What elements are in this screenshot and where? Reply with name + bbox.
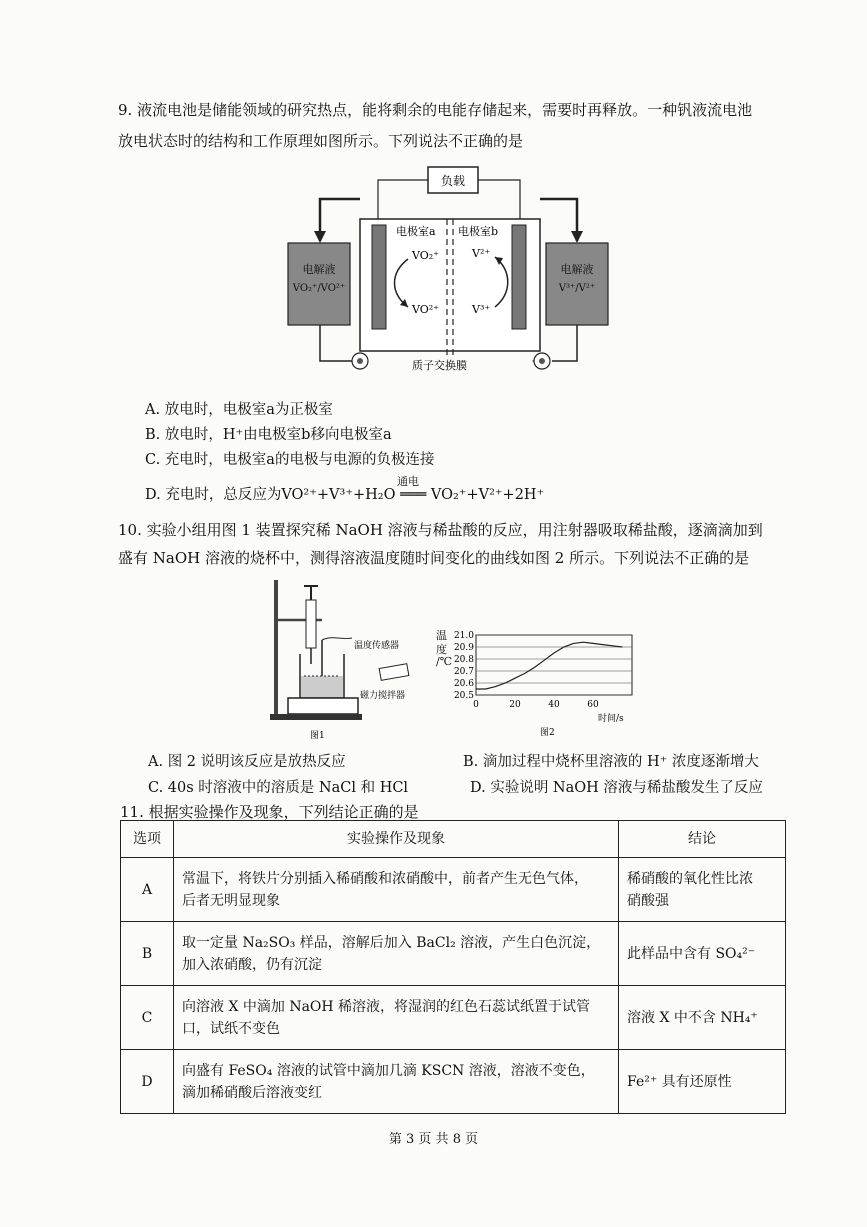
stirrer-label: 磁力搅拌器: [360, 691, 406, 701]
row-operation: [174, 986, 619, 1050]
row-operation: [174, 1050, 619, 1114]
q10-fig1-apparatus: [262, 580, 422, 740]
q9-stem-line2: 放电状态时的结构和工作原理如图所示。下列说法不正确的是: [118, 132, 524, 150]
q10-option-d: D. 实验说明 NaOH 溶液与稀盐酸发生了反应: [470, 780, 763, 796]
table-row: [121, 922, 786, 986]
y-tick-label: 20.7: [453, 667, 474, 677]
chamber-b-label: 电极室b: [458, 225, 499, 238]
fig2-xlabel: 时间/s: [598, 714, 624, 724]
fig2-ylabel-unit: /℃: [436, 655, 453, 668]
conclusion-line-1: 稀硝酸的氧化性比浓: [627, 870, 753, 887]
row-conclusion: [619, 922, 786, 986]
q9-option-c: C. 充电时，电极室a的电极与电源的负极连接: [145, 452, 435, 468]
q11-table: [120, 820, 786, 1114]
q10-option-b: B. 滴加过程中烧杯里溶液的 H⁺ 浓度逐渐增大: [463, 754, 759, 770]
y-tick-label: 20.6: [453, 679, 474, 689]
table-header-row: [121, 821, 786, 858]
ion-a-bottom: VO²⁺: [412, 303, 439, 316]
operation-line-1: 常温下，将铁片分别插入稀硝酸和浓硝酸中，前者产生无色气体，: [182, 870, 588, 887]
row-conclusion: [619, 986, 786, 1050]
tank-right-species: V³⁺/V²⁺: [558, 283, 596, 294]
sensor-label: 温度传感器: [354, 641, 400, 651]
row-option: A: [121, 858, 174, 922]
row-option: D: [121, 1050, 174, 1114]
x-tick-label: 60: [587, 700, 599, 710]
ion-a-top: VO₂⁺: [412, 249, 439, 262]
temperature-curve: [476, 642, 622, 689]
fig2-ylabel-2: 度: [436, 643, 447, 656]
operation-line-1: 取一定量 Na₂SO₃ 样品，溶解后加入 BaCl₂ 溶液，产生白色沉淀，: [182, 934, 601, 951]
row-operation: [174, 858, 619, 922]
q10-fig2-temperature-chart: [450, 625, 640, 737]
fig1-caption: 图1: [310, 731, 325, 740]
conclusion-line-1: 此样品中含有 SO₄²⁻: [627, 945, 756, 962]
tank-left-species: VO₂⁺/VO²⁺: [292, 283, 346, 294]
row-conclusion: [619, 1050, 786, 1114]
header-operation: 实验操作及现象: [174, 821, 619, 858]
row-conclusion: [619, 858, 786, 922]
fig2-ylabel-1: 温: [436, 629, 447, 642]
q11-stem: 11. 根据实验操作及现象，下列结论正确的是: [120, 803, 419, 821]
operation-line-1: 向盛有 FeSO₄ 溶液的试管中滴加几滴 KSCN 溶液，溶液不变色，: [182, 1062, 595, 1079]
fig2-caption: 图2: [540, 728, 555, 737]
q10-stem-line1: 10. 实验小组用图 1 装置探究稀 NaOH 溶液与稀盐酸的反应，用注射器吸取稀盐酸，逐滴滴加到: [118, 521, 763, 539]
operation-line-1: 向溶液 X 中滴加 NaOH 稀溶液，将湿润的红色石蕊试纸置于试管: [182, 998, 591, 1015]
operation-line-2: 后者无明显现象: [182, 892, 280, 909]
table-row: [121, 858, 786, 922]
x-tick-label: 0: [473, 700, 479, 710]
q9-option-b: B. 放电时，H⁺由电极室b移向电极室a: [145, 427, 392, 443]
load-label: 负载: [440, 174, 466, 188]
q9-option-d-condition: 通电: [397, 475, 419, 488]
q10-stem-line2: 盛有 NaOH 溶液的烧杯中，测得溶液温度随时间变化的曲线如图 2 所示。下列说法不正确的是: [118, 549, 750, 567]
conclusion-line-2: 硝酸强: [627, 892, 669, 909]
row-option: C: [121, 986, 174, 1050]
tank-left-label: 电解液: [302, 263, 336, 276]
q9-option-d: D. 充电时，总反应为VO²⁺+V³⁺+H₂O ═══ VO₂⁺+V²⁺+2H⁺: [145, 487, 545, 503]
ion-b-top: V²⁺: [472, 247, 491, 260]
y-tick-label: 20.9: [453, 643, 474, 653]
y-tick-label: 20.8: [453, 655, 474, 665]
header-option: 选项: [121, 821, 174, 858]
tank-right-label: 电解液: [560, 263, 594, 276]
x-tick-label: 40: [548, 700, 560, 710]
ion-b-bottom: V³⁺: [472, 303, 491, 316]
q9-battery-diagram: [280, 163, 620, 383]
y-tick-label: 20.5: [453, 691, 474, 701]
chamber-a-label: 电极室a: [396, 225, 436, 238]
q10-option-a: A. 图 2 说明该反应是放热反应: [148, 754, 346, 770]
q10-option-c: C. 40s 时溶液中的溶质是 NaCl 和 HCl: [148, 780, 409, 796]
x-tick-label: 20: [509, 700, 521, 710]
membrane-label: 质子交换膜: [412, 359, 467, 372]
q9-stem-line1: 9. 液流电池是储能领域的研究热点，能将剩余的电能存储起来，需要时再释放。一种钒液流电池: [118, 101, 753, 119]
conclusion-line-1: Fe²⁺ 具有还原性: [627, 1073, 732, 1090]
header-conclusion: 结论: [619, 821, 786, 858]
operation-line-2: 滴加稀硝酸后溶液变红: [182, 1084, 322, 1101]
chart-plot-area: [476, 635, 632, 695]
table-row: [121, 1050, 786, 1114]
row-operation: [174, 922, 619, 986]
operation-line-2: 口，试纸不变色: [182, 1020, 280, 1037]
conclusion-line-1: 溶液 X 中不含 NH₄⁺: [627, 1009, 758, 1026]
q9-option-a: A. 放电时，电极室a为正极室: [145, 402, 333, 418]
table-row: [121, 986, 786, 1050]
operation-line-2: 加入浓硝酸，仍有沉淀: [182, 956, 322, 973]
y-tick-label: 21.0: [453, 631, 474, 641]
page-footer: 第 3 页 共 8 页: [388, 1132, 479, 1147]
row-option: B: [121, 922, 174, 986]
